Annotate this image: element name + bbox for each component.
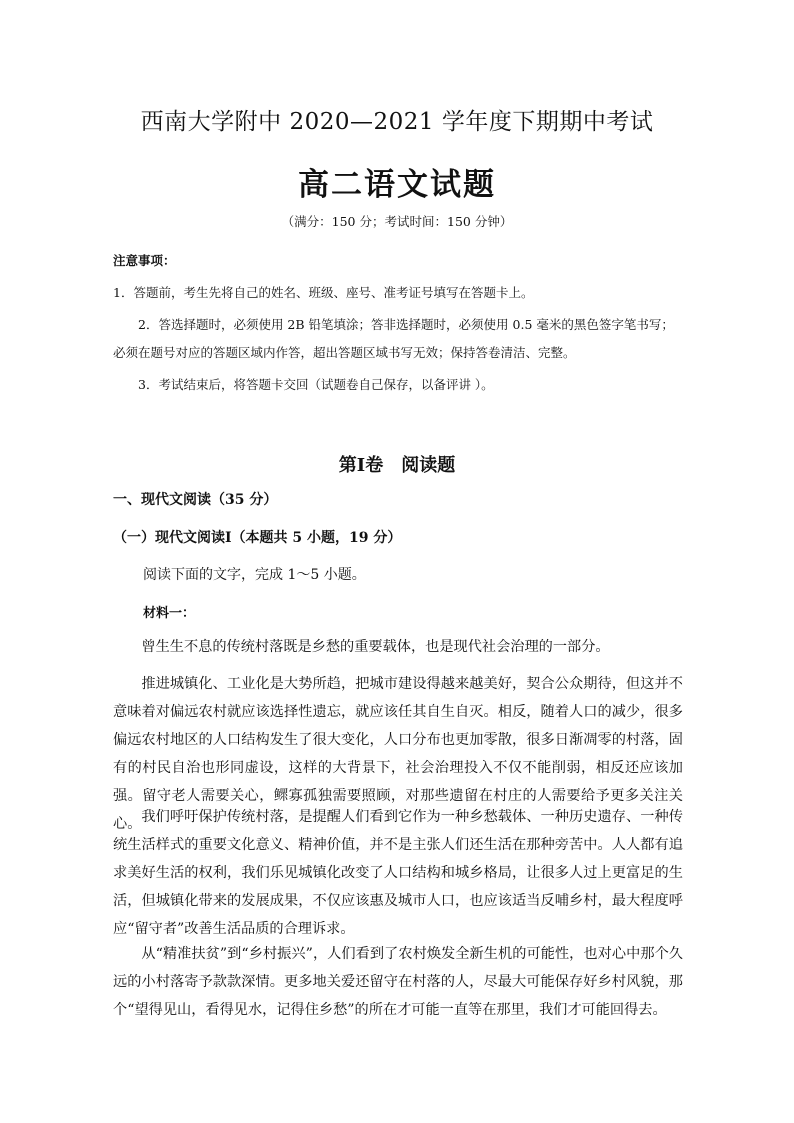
- exam-meta-score-time: （满分：150 分；考试时间：150 分钟）: [281, 214, 513, 229]
- school-exam-title: 西南大学附中 2020—2021 学年度下期期中考试: [140, 109, 654, 135]
- note-item-2: 2．答选择题时，必须使用 2B 铅笔填涂；答非选择题时，必须使用 0.5 毫米的黑色签字笔书写；必须在题号对应的答题区域内作答，超出答题区域书写无效；保持答卷清洁、完整。: [113, 317, 674, 360]
- note-item-1: 1．答题前，考生先将自己的姓名、班级、座号、准考证号填写在答题卡上。: [113, 285, 534, 300]
- paragraph-2: 推进城镇化、工业化是大势所趋，把城市建设得越来越美好，契合公众期待，但这并不意味着对偏远农村就应该选择性遗忘，就应该任其自生自灭。相反，随着人口的减少，很多偏远农村地区的人口结构发生了很大变化，人口分布也更加零散，很多日渐凋零的村落，固有的村民自治也形同虚设，这样的大背景下，社会治理投入不仅不能削弱，相反还应该加强。留守老人需要关心，鳏寡孤独需要照顾，对那些遗留在村庄的人需要给予更多关注关心。: [113, 676, 683, 832]
- paragraph-3: 我们呼吁保护传统村落，是提醒人们看到它作为一种乡愁载体、一种历史遗存、一种传统生活样式的重要文化意义、精神价值，并不是主张人们还生活在那种旁苦中。人人都有追求美好生活的权利，我们乐见城镇化改变了人口结构和城乡格局，让很多人过上更富足的生活，但城镇化带来的发展成果，不仅应该惠及城市人口，也应该适当反哺乡村，最大程度呼应“留守者”改善生活品质的合理诉求。: [113, 809, 683, 937]
- part-title: 第Ⅰ卷 阅读题: [338, 455, 456, 476]
- section-heading: 一、现代文阅读（35 分）: [113, 492, 278, 508]
- notes-heading: 注意事项：: [113, 253, 176, 268]
- note-item-3: 3．考试结束后，将答题卡交回（试题卷自己保存，以备评讲 ）。: [138, 377, 494, 392]
- subject-title: 高二语文试题: [298, 167, 496, 203]
- material-label: 材料一：: [143, 606, 196, 621]
- subsection-heading: （一）现代文阅读Ⅰ（本题共 5 小题，19 分）: [113, 530, 402, 546]
- reading-instruction: 阅读下面的文字，完成 1～5 小题。: [143, 567, 366, 583]
- paragraph-1: 曾生生不息的传统村落既是乡愁的重要载体，也是现代社会治理的一部分。: [141, 639, 610, 655]
- paragraph-4: 从“精准扶贫”到“乡村振兴”，人们看到了农村焕发全新生机的可能性，也对心中那个久远的小村落寄予款款深情。更多地关爱还留守在村落的人，尽最大可能保存好乡村风貌，那个“望得见山，看得见水，记得住乡愁”的所在才可能一直等在那里，我们才可能回得去。: [113, 946, 683, 1018]
